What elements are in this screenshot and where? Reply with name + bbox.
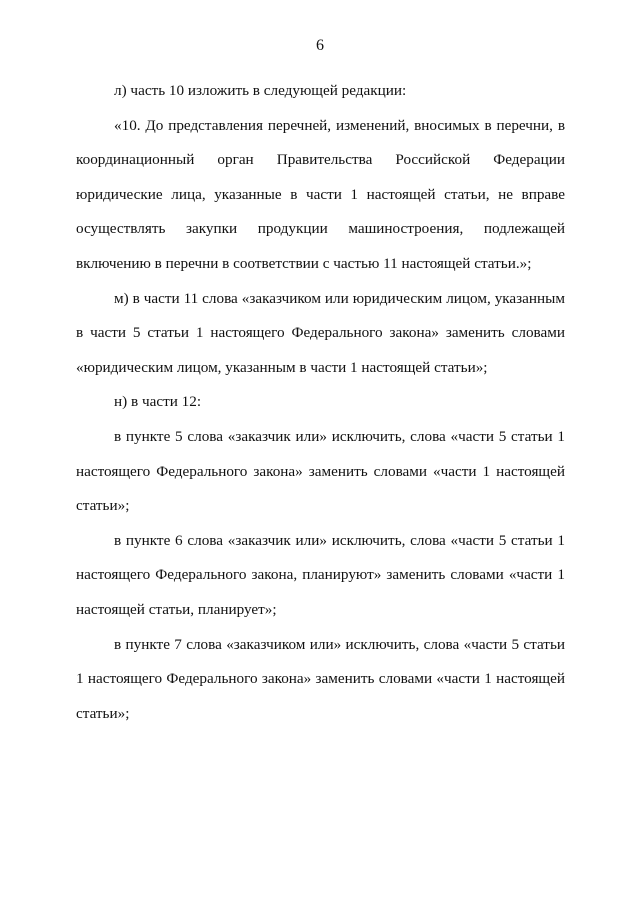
paragraph-item-6: в пункте 6 слова «заказчик или» исключить, слова «части 5 статьи 1 настоящего Федерального закона, планируют» заменить словами «части 1 настоящей статьи, планирует»; (76, 531, 565, 618)
paragraph-quote-10: «10. До представления перечней, изменений, вносимых в перечни, в координационный орган Правительства Российской Федерации юридические лица, указанные в части 1 настоящей статьи, не вправе осуществлять закупки продукции машиностроения, подлежащей включению в перечни в соответствии с частью 11 настоящей статьи.»; (76, 116, 565, 272)
paragraph-n: н) в части 12: (114, 393, 202, 411)
paragraph-item-7: в пункте 7 слова «заказчиком или» исключить, слова «части 5 статьи 1 настоящего Федерального закона» заменить словами «части 1 настоящей статьи»; (76, 635, 565, 722)
document-body (76, 74, 565, 731)
page-number: 6 (316, 37, 324, 54)
paragraph-m: м) в части 11 слова «заказчиком или юридическим лицом, указанным в части 5 статьи 1 настоящего Федерального закона» заменить словами «юридическим лицом, указанным в части 1 настоящей статьи»; (76, 289, 565, 376)
paragraph-l: л) часть 10 изложить в следующей редакции: (114, 82, 407, 99)
paragraph-item-5: в пункте 5 слова «заказчик или» исключить, слова «части 5 статьи 1 настоящего Федерального закона» заменить словами «части 1 настоящей статьи»; (76, 427, 565, 515)
